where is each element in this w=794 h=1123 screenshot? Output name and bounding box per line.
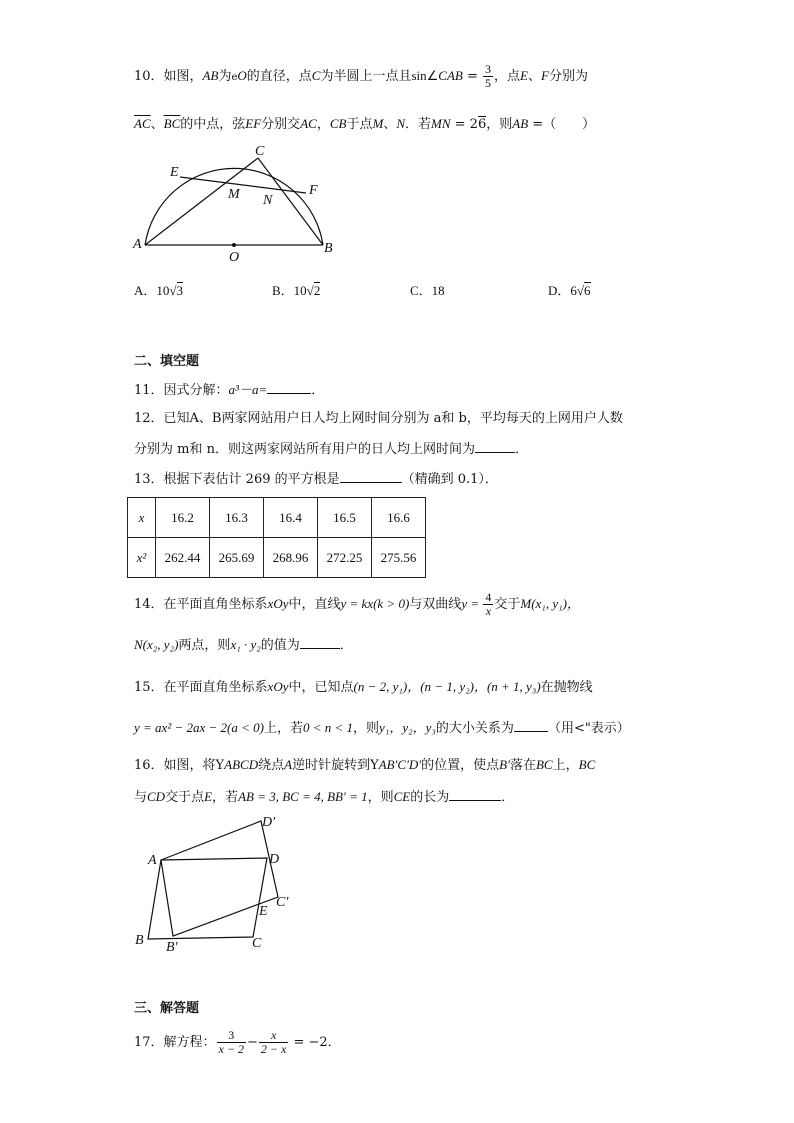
q17: 17．解方程： $\frac{3}{x - 2}$ − $\frac{x}{2 - x}$ = −2． — [134, 1028, 341, 1056]
fig10-label-N: N — [263, 193, 273, 208]
fig16-label-A: A — [148, 853, 157, 868]
section-fill-in-heading: 二、填空题 — [134, 354, 200, 369]
fig10-label-E: E — [170, 165, 179, 180]
fig10-label-A: A — [133, 237, 142, 252]
fraction-x-over-2-minus-x: $\frac{x}{2 - x}$ — [260, 1028, 287, 1056]
q13-answer-blank[interactable] — [340, 470, 402, 483]
q12-line1: 12．已知A、B两家网站用户日人均上网时间分别为 a和 b，平均每天的上网用户人数 — [134, 411, 623, 426]
table-row: x 16.2 16.3 16.4 16.5 16.6 — [128, 498, 426, 538]
q13: 13．根据下表估计 269 的平方根是 （精确到 0.1）． — [134, 472, 498, 487]
q10-line1: 10．如图，AB为eO的直径，点C为半圆上一点且sin∠CAB = $\frac{3}{5}$ ，点E、F分别为 — [134, 62, 588, 90]
fig16-label-D: D — [269, 852, 280, 867]
q16-answer-blank[interactable] — [449, 788, 501, 801]
fig16-label-C: C — [252, 936, 262, 951]
fig10-label-O: O — [229, 250, 240, 265]
q16-parallelogram-figure — [128, 808, 308, 958]
q11-answer-blank[interactable] — [267, 381, 311, 394]
fig10-label-F: F — [309, 183, 318, 198]
fig10-label-M: M — [228, 187, 240, 202]
q14-answer-blank[interactable] — [300, 636, 340, 649]
q16-line2: 与CD交于点E，若AB = 3, BC = 4, BB′ = 1，则CE的长为 ． — [134, 789, 515, 805]
fig16-label-E: E — [259, 904, 268, 919]
fraction-3-5: $\frac{3}{5}$ — [485, 62, 492, 90]
fig10-label-B: B — [324, 241, 333, 256]
q10-choice-c[interactable]: C．18 — [410, 283, 445, 298]
fig16-label-Cp: C′ — [276, 895, 289, 910]
table-row: x² 262.44 265.69 268.96 272.25 275.56 — [128, 538, 426, 578]
section-solve-heading: 三、解答题 — [134, 1001, 200, 1016]
fig16-label-Bp: B′ — [166, 940, 178, 955]
q15-line2: y = ax² − 2ax − 2(a < 0)上，若0 < n < 1，则y₁，y₂，y₃的大小关系为 （用<"表示） — [134, 720, 630, 736]
q10-semicircle-figure — [128, 142, 348, 267]
q14-line2: N(x₂, y₂)两点，则x₁ · y₂的值为 ． — [134, 637, 353, 653]
q13-square-table — [127, 497, 426, 578]
q10-choice-b[interactable]: B．10√2 — [272, 283, 321, 298]
q15-line1: 15．在平面直角坐标系xOy中，已知点(n − 2, y₁)，(n − 1, y₂)，(n + 1, y₃)在抛物线 — [134, 679, 593, 695]
fig16-label-Dp: D′ — [262, 815, 276, 830]
q10-choice-d[interactable]: D．6√6 — [548, 283, 591, 298]
fig10-label-C: C — [255, 144, 265, 159]
q16-line1: 16．如图，将YABCD绕点A逆时针旋转到YAB′C′D′的位置，使点B′落在BC上，BC — [134, 757, 596, 773]
q11: 11．因式分解：a³－a= ． — [134, 382, 325, 398]
q12-line2: 分别为 m和 n．则这两家网站所有用户的日人均上网时间为 ． — [134, 442, 528, 457]
fraction-4-over-x: $\frac{4}{x}$ — [485, 590, 492, 618]
fig16-label-B: B — [135, 933, 144, 948]
q15-answer-blank[interactable] — [514, 719, 548, 732]
q10-line2: $\overline{AC}$、$\overline{BC}$的中点，弦EF分别交AC，CB于点M、N．若MN = 26，则AB =（ ） — [134, 116, 596, 132]
q14-line1: 14．在平面直角坐标系xOy中，直线y = kx(k > 0)与双曲线y = $\frac{4}{x}$ 交于M(x₁, y₁)， — [134, 590, 580, 618]
q12-answer-blank[interactable] — [475, 440, 515, 453]
q10-choice-a[interactable]: A．10√3 — [134, 283, 184, 298]
fraction-3-over-x-minus-2: $\frac{3}{x - 2}$ — [218, 1028, 244, 1056]
